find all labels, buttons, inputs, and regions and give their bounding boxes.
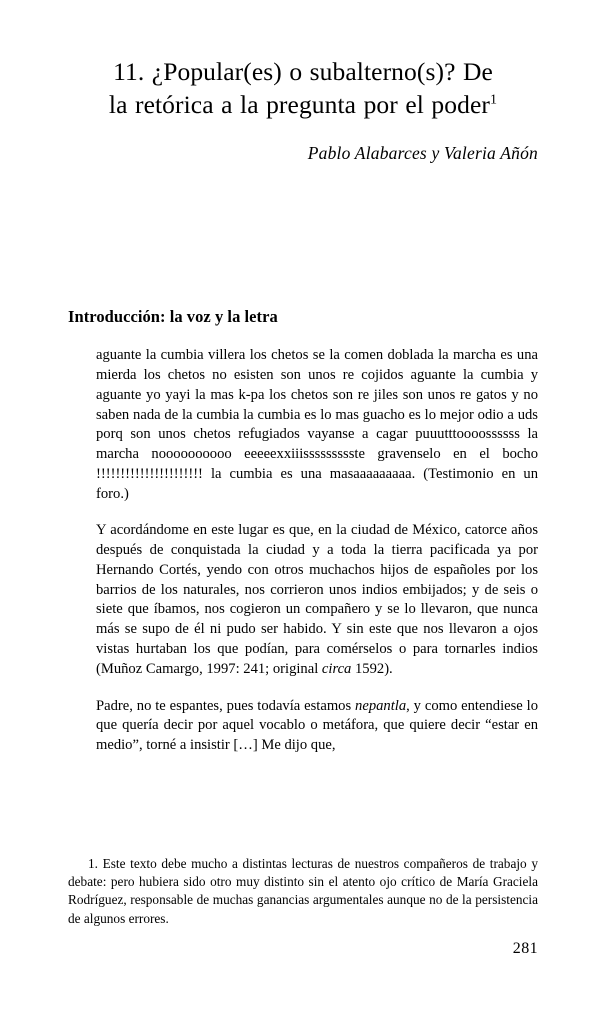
italic-term-nepantla: nepantla [355,697,407,714]
paragraph-text-before-italic: Padre, no te espantes, pues todavía estamos [96,697,356,714]
body-paragraph-munoz-camargo [96,521,538,679]
body-paragraph-testimonio: aguante la cumbia villera los chetos se la comen doblada la marcha es una mierda los chetos no esisten son unos re cojidos aguante la cumbia y aguante yo yayi la mas k-pa los chetos son re jiles son unos re gatos y no saben nada de la cumbia la cumbia es lo mas guacho es lo mejor odio a uds porq son unos chetos refugiados vayanse a cagar puuutttoooossssss la marcha noooooooooo eeeeexxiiissssssssste gravenselo en el bocho !!!!!!!!!!!!!!!!!!!!!! la cumbia es una masaaaaaaaaa. (Testimonio en un foro.) [96,347,538,502]
footnote-block [68,855,538,928]
paragraph-text-after-italic: , y como entendiese lo que quería decir por aquel vocablo o metáfora, que quiere decir “estar en medio”, torné a insistir […] Me dijo que, [96,697,538,754]
footnote-1: 1. Este texto debe mucho a distintas lecturas de nuestros compañeros de trabajo y debate: pero hubiera sido otro muy distinto sin el atento ojo crítico de María Graciela Rodríguez, responsable de muchas ganancias argumentales aunque no de la persistencia de algunos errores. [68,856,538,926]
body-paragraph-nepantla [96,697,538,756]
page-number: 281 [512,940,538,957]
page-title [68,55,538,121]
byline-authors: Pablo Alabarces y Valeria Añón [307,143,538,164]
body-text [68,327,538,756]
section-heading: Introducción: la voz y la letra [68,307,278,327]
title-block [68,0,538,164]
paragraph-text-before-italic: Y acordándome en este lugar es que, en la ciudad de México, catorce años después de conquistada la ciudad y a toda la tierra pacificada ya por Hernando Cortés, yendo con otros muchachos hijos de españoles por los barrios de los naturales, nos corrieron unos indios embijados; y de seis o siete que íbamos, nos cogieron un compañero y se lo llevaron, que nunca más se supo de él ni pudo ser habido. Y sin este que nos llevaron a ojos vistas hurtaban los que podían, para comérselos o para tornarles indios (Muñoz Camargo, 1997: 241; original [96,522,538,677]
chapter-title-line-1: 11. ¿Popular(es) o subalterno(s)? De [113,57,493,86]
chapter-title-line-2: la retórica a la pregunta por el poder [108,90,490,120]
title-footnote-marker: 1 [489,92,498,108]
italic-term-circa: circa [321,660,352,677]
paragraph-text-after-italic: 1592). [351,660,393,677]
